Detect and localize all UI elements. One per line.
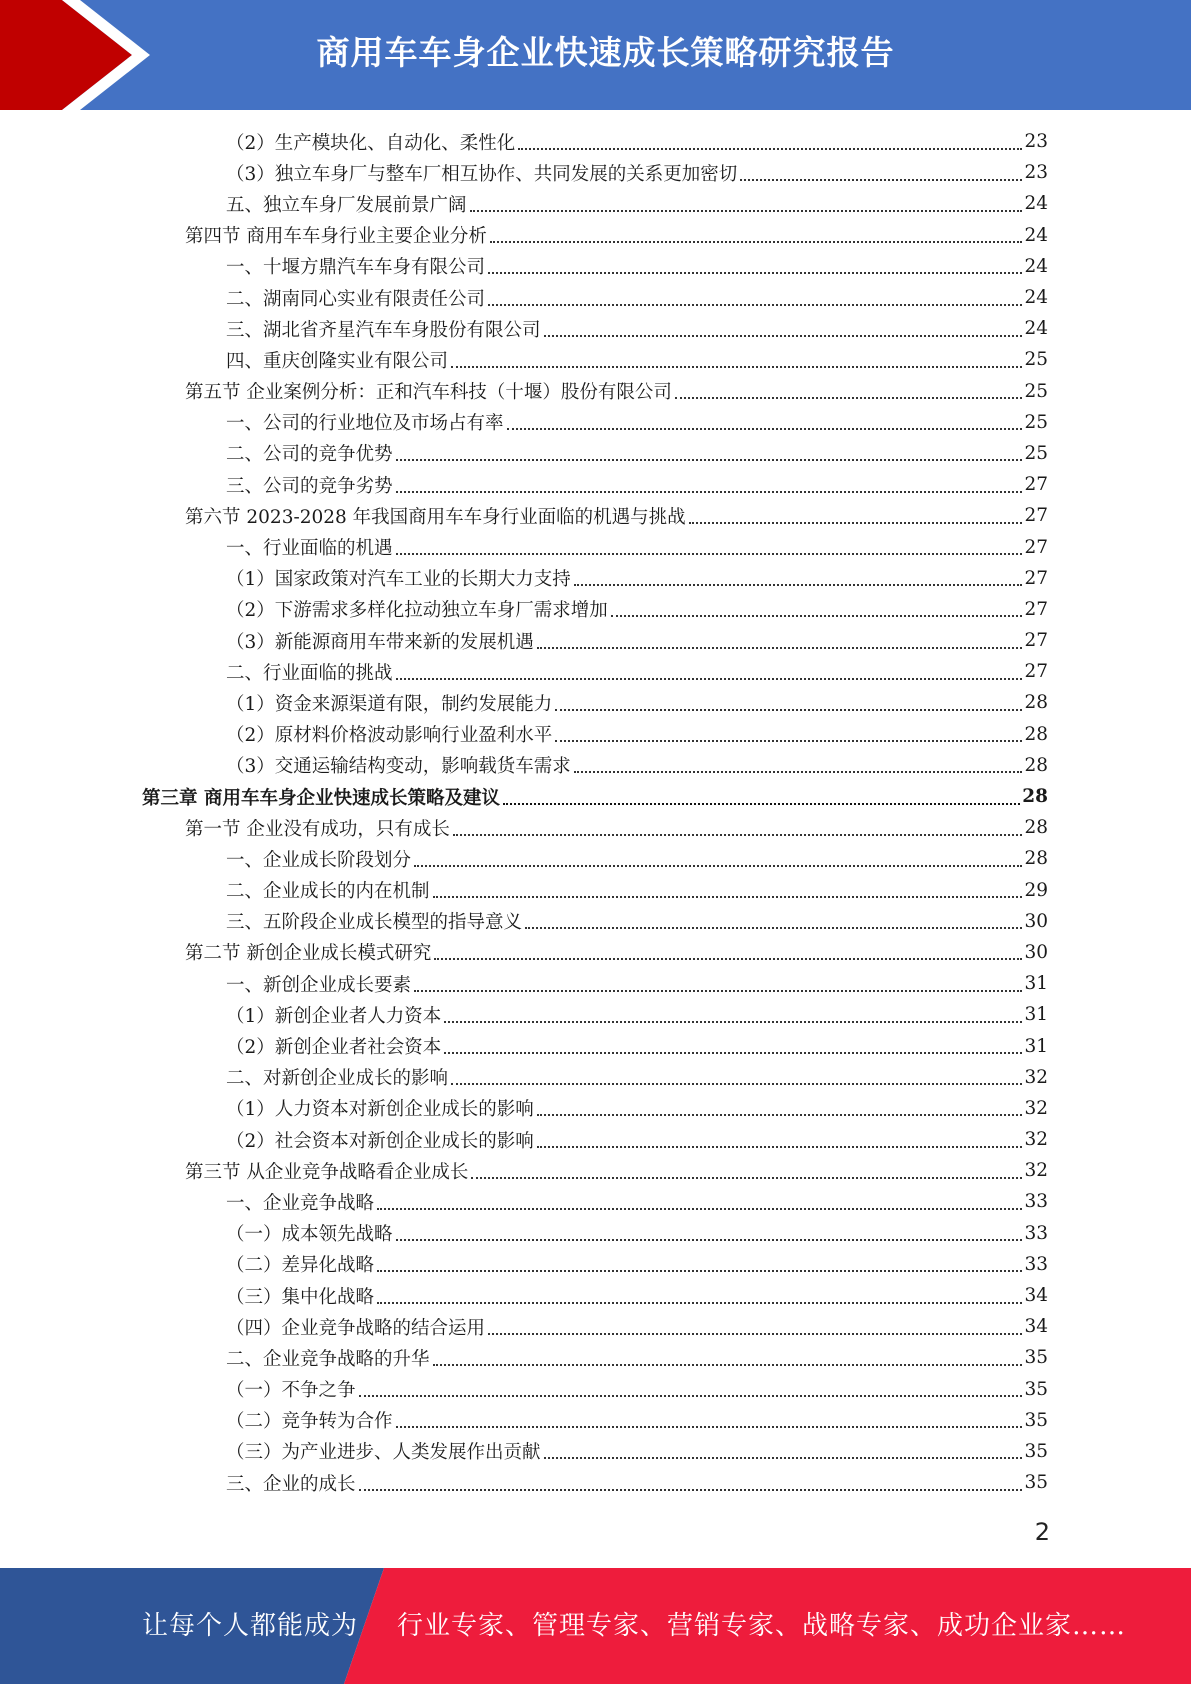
- toc-entry-page: 25: [1024, 380, 1048, 402]
- toc-entry-title: 第四节 商用车车身行业主要企业分析: [185, 226, 487, 248]
- toc-entry-page: 33: [1024, 1191, 1048, 1213]
- footer-slogan-left: 让每个人都能成为: [142, 1611, 359, 1641]
- toc-entry-title: 三、企业的成长: [226, 1473, 356, 1495]
- toc-entry-page: 34: [1024, 1285, 1048, 1307]
- toc-entry-title: 二、公司的竞争优势: [226, 444, 393, 466]
- toc-entry[interactable]: [0, 1186, 1191, 1217]
- toc-dot-leader: [414, 990, 1022, 992]
- toc-entry[interactable]: [0, 157, 1191, 188]
- toc-entry-page: 35: [1024, 1378, 1048, 1400]
- toc-entry-title: 一、行业面临的机遇: [226, 538, 393, 560]
- toc-entry-title: （1）人力资本对新创企业成长的影响: [226, 1099, 534, 1121]
- toc-entry[interactable]: [0, 126, 1191, 157]
- toc-dot-leader: [544, 1457, 1023, 1459]
- toc-entry[interactable]: [0, 812, 1191, 843]
- toc-entry[interactable]: [0, 906, 1191, 937]
- toc-entry-title: （三）集中化战略: [226, 1286, 375, 1308]
- toc-dot-leader: [453, 834, 1023, 836]
- toc-dot-leader: [471, 1177, 1022, 1179]
- toc-entry[interactable]: [0, 1124, 1191, 1155]
- toc-dot-leader: [537, 1114, 1023, 1116]
- toc-entry[interactable]: [0, 1093, 1191, 1124]
- toc-entry-page: 32: [1024, 1097, 1048, 1119]
- toc-entry[interactable]: [0, 1280, 1191, 1311]
- toc-entry[interactable]: [0, 407, 1191, 438]
- toc-entry-page: 27: [1024, 630, 1048, 652]
- toc-dot-leader: [396, 1426, 1023, 1428]
- toc-dot-leader: [675, 397, 1023, 399]
- toc-entry-title: （二）差异化战略: [226, 1255, 375, 1277]
- toc-entry-page: 31: [1024, 973, 1048, 995]
- toc-dot-leader: [488, 272, 1022, 274]
- toc-entry-title: （2）原材料价格波动影响行业盈利水平: [226, 725, 553, 747]
- toc-dot-leader: [611, 615, 1023, 617]
- toc-entry-title: （一）不争之争: [226, 1380, 356, 1402]
- toc-entry-title: 第六节 2023-2028 年我国商用车车身行业面临的机遇与挑战: [185, 506, 686, 528]
- toc-entry-page: 31: [1024, 1035, 1048, 1057]
- toc-entry[interactable]: [0, 282, 1191, 313]
- toc-entry-title: 五、独立车身厂发展前景广阔: [226, 194, 467, 216]
- toc-dot-leader: [518, 148, 1022, 150]
- toc-entry-title: 一、企业成长阶段划分: [226, 849, 412, 871]
- toc-entry-title: （2）新创企业者社会资本: [226, 1037, 442, 1059]
- toc-dot-leader: [537, 647, 1023, 649]
- toc-entry-page: 24: [1024, 287, 1048, 309]
- toc-entry[interactable]: [0, 594, 1191, 625]
- toc-dot-leader: [377, 1208, 1022, 1210]
- toc-entry-title: 一、企业竞争战略: [226, 1192, 375, 1214]
- toc-entry-title: 二、行业面临的挑战: [226, 662, 393, 684]
- toc-entry-title: （3）新能源商用车带来新的发展机遇: [226, 631, 534, 653]
- toc-entry-page: 27: [1024, 536, 1048, 558]
- toc-entry[interactable]: [0, 251, 1191, 282]
- toc-entry-page: 32: [1024, 1129, 1048, 1151]
- toc-dot-leader: [689, 522, 1023, 524]
- toc-entry-title: （2）社会资本对新创企业成长的影响: [226, 1130, 534, 1152]
- toc-entry-page: 24: [1024, 224, 1048, 246]
- toc-dot-leader: [434, 958, 1022, 960]
- toc-dot-leader: [396, 1239, 1023, 1241]
- toc-entry[interactable]: [0, 750, 1191, 781]
- toc-entry-title: 一、新创企业成长要素: [226, 974, 412, 996]
- toc-entry[interactable]: [0, 500, 1191, 531]
- toc-entry-title: 三、公司的竞争劣势: [226, 475, 393, 497]
- toc-entry-page: 23: [1024, 131, 1048, 153]
- toc-entry-page: 28: [1022, 786, 1048, 808]
- report-title: 商用车车身企业快速成长策略研究报告: [316, 33, 895, 72]
- toc-entry[interactable]: [0, 344, 1191, 375]
- toc-entry[interactable]: [0, 1405, 1191, 1436]
- toc-entry-title: 一、十堰方鼎汽车车身有限公司: [226, 257, 486, 279]
- toc-dot-leader: [377, 1302, 1022, 1304]
- toc-dot-leader: [359, 1395, 1023, 1397]
- toc-entry[interactable]: [0, 656, 1191, 687]
- toc-entry[interactable]: [0, 937, 1191, 968]
- toc-dot-leader: [444, 1021, 1022, 1023]
- toc-entry[interactable]: [0, 188, 1191, 219]
- toc-dot-leader: [470, 210, 1023, 212]
- toc-dot-leader: [444, 1052, 1022, 1054]
- toc-dot-leader: [396, 491, 1023, 493]
- toc-entry-title: 二、湖南同心实业有限责任公司: [226, 288, 486, 310]
- toc-entry-title: 第二节 新创企业成长模式研究: [185, 943, 432, 965]
- toc-entry-page: 23: [1024, 162, 1048, 184]
- toc-entry[interactable]: [0, 875, 1191, 906]
- table-of-contents: [0, 126, 1191, 1498]
- toc-dot-leader: [525, 927, 1022, 929]
- toc-entry-page: 27: [1024, 567, 1048, 589]
- toc-entry-page: 24: [1024, 193, 1048, 215]
- toc-dot-leader: [574, 584, 1023, 586]
- toc-entry-page: 29: [1024, 879, 1048, 901]
- footer-slogan-right: 行业专家、管理专家、营销专家、战略专家、成功企业家……: [397, 1611, 1127, 1641]
- toc-entry-title: 第一节 企业没有成功，只有成长: [185, 818, 450, 840]
- toc-dot-leader: [574, 771, 1023, 773]
- toc-entry[interactable]: [0, 1249, 1191, 1280]
- toc-entry-title: （四）企业竞争战略的结合运用: [226, 1317, 486, 1339]
- toc-dot-leader: [396, 459, 1023, 461]
- toc-dot-leader: [451, 366, 1022, 368]
- toc-entry-page: 30: [1024, 910, 1048, 932]
- toc-entry-page: 28: [1024, 848, 1048, 870]
- toc-entry[interactable]: [0, 687, 1191, 718]
- toc-entry[interactable]: [0, 1218, 1191, 1249]
- toc-entry-page: 24: [1024, 318, 1048, 340]
- toc-entry[interactable]: [0, 781, 1191, 812]
- toc-entry-page: 35: [1024, 1440, 1048, 1462]
- toc-entry-title: 二、对新创企业成长的影响: [226, 1068, 449, 1090]
- toc-dot-leader: [488, 304, 1022, 306]
- toc-dot-leader: [359, 1489, 1023, 1491]
- toc-entry-page: 25: [1024, 442, 1048, 464]
- toc-entry-page: 33: [1024, 1253, 1048, 1275]
- toc-entry[interactable]: [0, 1436, 1191, 1467]
- toc-dot-leader: [507, 428, 1023, 430]
- toc-dot-leader: [488, 1333, 1022, 1335]
- toc-entry[interactable]: [0, 625, 1191, 656]
- toc-entry-page: 27: [1024, 505, 1048, 527]
- toc-entry-title: 四、重庆创隆实业有限公司: [226, 350, 449, 372]
- toc-entry-title: （1）国家政策对汽车工业的长期大力支持: [226, 569, 571, 591]
- toc-dot-leader: [433, 1364, 1023, 1366]
- toc-entry-title: 二、企业成长的内在机制: [226, 881, 430, 903]
- toc-entry-page: 28: [1024, 692, 1048, 714]
- toc-entry-title: 二、企业竞争战略的升华: [226, 1348, 430, 1370]
- toc-dot-leader: [433, 896, 1023, 898]
- toc-entry[interactable]: [0, 843, 1191, 874]
- toc-entry-title: 三、五阶段企业成长模型的指导意义: [226, 912, 523, 934]
- toc-dot-leader: [503, 803, 1020, 805]
- toc-entry[interactable]: [0, 563, 1191, 594]
- toc-entry-title: （3）交通运输结构变动，影响载货车需求: [226, 756, 571, 778]
- toc-entry-page: 27: [1024, 661, 1048, 683]
- toc-entry-title: （二）竞争转为合作: [226, 1411, 393, 1433]
- toc-entry-title: （2）下游需求多样化拉动独立车身厂需求增加: [226, 600, 608, 622]
- toc-entry-title: 三、湖北省齐星汽车车身股份有限公司: [226, 319, 541, 341]
- toc-entry-title: （2）生产模块化、自动化、柔性化: [226, 132, 516, 154]
- toc-entry-page: 28: [1024, 723, 1048, 745]
- toc-dot-leader: [537, 1146, 1023, 1148]
- page-footer: [0, 1568, 1191, 1684]
- toc-entry-page: 35: [1024, 1409, 1048, 1431]
- toc-dot-leader: [414, 865, 1022, 867]
- page-header: [0, 0, 1191, 110]
- toc-dot-leader: [740, 179, 1022, 181]
- toc-entry[interactable]: [0, 531, 1191, 562]
- toc-dot-leader: [544, 335, 1023, 337]
- toc-entry-title: （1）新创企业者人力资本: [226, 1005, 442, 1027]
- toc-entry-page: 25: [1024, 349, 1048, 371]
- toc-dot-leader: [377, 1270, 1022, 1272]
- toc-entry[interactable]: [0, 1311, 1191, 1342]
- toc-dot-leader: [396, 553, 1023, 555]
- toc-entry-page: 32: [1024, 1066, 1048, 1088]
- toc-dot-leader: [555, 740, 1022, 742]
- toc-entry-title: （3）独立车身厂与整车厂相互协作、共同发展的关系更加密切: [226, 163, 738, 185]
- toc-entry-page: 35: [1024, 1472, 1048, 1494]
- toc-dot-leader: [555, 709, 1022, 711]
- page-number: 2: [1034, 1518, 1050, 1546]
- toc-entry[interactable]: [0, 1467, 1191, 1498]
- toc-entry-title: （三）为产业进步、人类发展作出贡献: [226, 1442, 541, 1464]
- toc-entry[interactable]: [0, 469, 1191, 500]
- toc-entry-page: 28: [1024, 754, 1048, 776]
- toc-entry[interactable]: [0, 1155, 1191, 1186]
- toc-entry-title: 第三节 从企业竞争战略看企业成长: [185, 1161, 469, 1183]
- toc-entry-page: 30: [1024, 941, 1048, 963]
- toc-entry[interactable]: [0, 1374, 1191, 1405]
- toc-dot-leader: [396, 678, 1023, 680]
- toc-entry-title: 一、公司的行业地位及市场占有率: [226, 413, 504, 435]
- toc-entry-title: 第五节 企业案例分析：正和汽车科技（十堰）股份有限公司: [185, 382, 672, 404]
- toc-entry-page: 34: [1024, 1316, 1048, 1338]
- toc-entry[interactable]: [0, 1342, 1191, 1373]
- toc-entry[interactable]: [0, 1062, 1191, 1093]
- toc-entry-page: 27: [1024, 474, 1048, 496]
- toc-entry-page: 24: [1024, 255, 1048, 277]
- toc-entry-title: （一）成本领先战略: [226, 1224, 393, 1246]
- toc-entry[interactable]: [0, 376, 1191, 407]
- toc-entry[interactable]: [0, 968, 1191, 999]
- toc-entry-page: 33: [1024, 1222, 1048, 1244]
- toc-entry[interactable]: [0, 719, 1191, 750]
- toc-dot-leader: [490, 241, 1023, 243]
- toc-entry[interactable]: [0, 1030, 1191, 1061]
- toc-entry-page: 35: [1024, 1347, 1048, 1369]
- toc-entry-page: 28: [1024, 817, 1048, 839]
- toc-entry-page: 32: [1024, 1160, 1048, 1182]
- toc-entry[interactable]: [0, 220, 1191, 251]
- toc-entry-page: 31: [1024, 1004, 1048, 1026]
- toc-entry-title: （1）资金来源渠道有限，制约发展能力: [226, 693, 553, 715]
- toc-entry-page: 27: [1024, 598, 1048, 620]
- toc-entry[interactable]: [0, 313, 1191, 344]
- toc-entry[interactable]: [0, 438, 1191, 469]
- toc-dot-leader: [451, 1083, 1022, 1085]
- toc-entry[interactable]: [0, 999, 1191, 1030]
- toc-entry-title: 第三章 商用车车身企业快速成长策略及建议: [142, 787, 500, 809]
- toc-entry-page: 25: [1024, 411, 1048, 433]
